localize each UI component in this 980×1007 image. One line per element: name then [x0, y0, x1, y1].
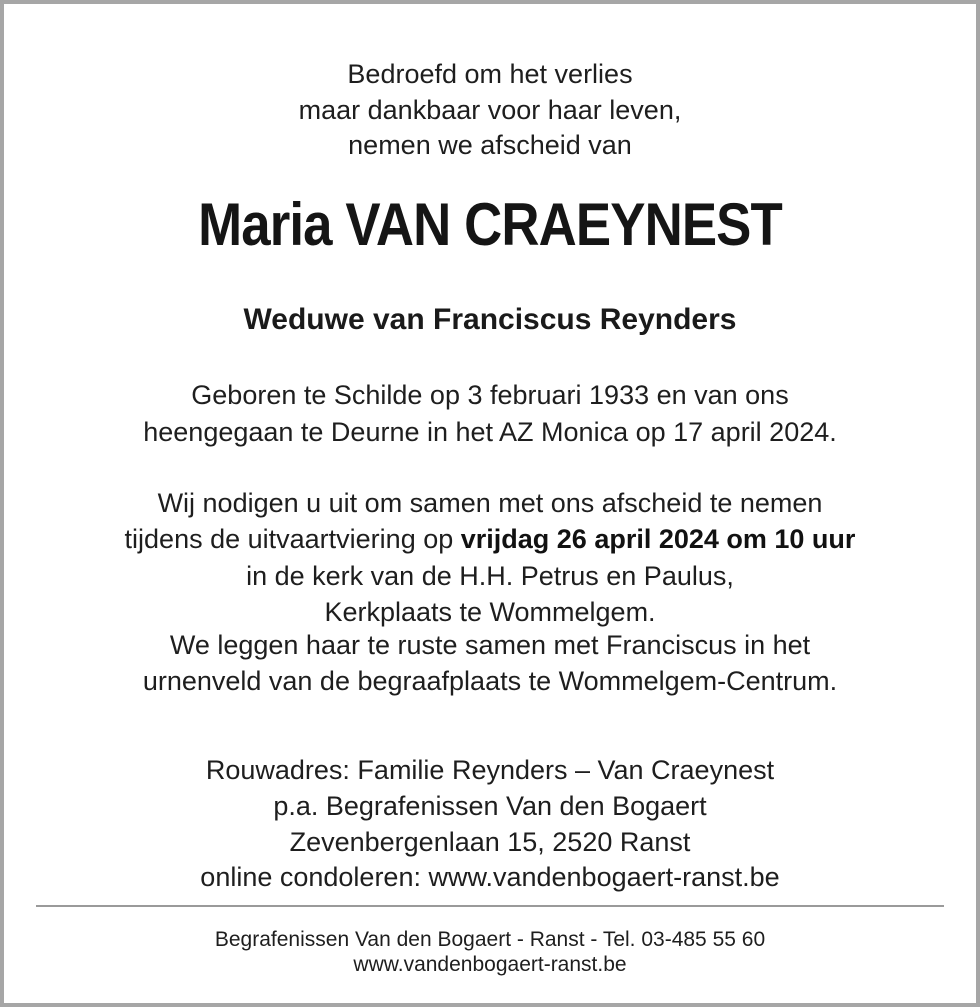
address-line-4: online condoleren: www.vandenbogaert-ranst.be: [200, 862, 780, 892]
address-line-1: Rouwadres: Familie Reynders – Van Craeynest: [205, 755, 775, 785]
ceremony-line-3: in de kerk van de H.H. Petrus en Paulus,: [246, 561, 734, 591]
ceremony-line-2-prefix: tijdens de uitvaartviering op: [124, 524, 461, 554]
intro-line-3: nemen we afscheid van: [348, 130, 632, 160]
subtitle-widow-of: Weduwe van Franciscus Reynders: [243, 303, 737, 336]
address-line-2: p.a. Begrafenissen Van den Bogaert: [273, 791, 707, 821]
footer-line-1: Begrafenissen Van den Bogaert - Ranst - Tel. 03-485 55 60: [214, 928, 766, 951]
ceremony-date-time: vrijdag 26 april 2024 om 10 uur: [460, 524, 856, 554]
birth-line-2: heengegaan te Deurne in het AZ Monica op 17 april 2024.: [143, 417, 837, 447]
footer-divider: [36, 905, 944, 907]
birth-line-1: Geboren te Schilde op 3 februari 1933 en van ons: [191, 380, 789, 410]
deceased-name: Maria VAN CRAEYNEST: [198, 191, 782, 258]
ceremony-line-6: urnenveld van de begraafplaats te Wommelgem-Centrum.: [142, 666, 838, 696]
ceremony-line-2: [4, 521, 976, 557]
intro-line-2: maar dankbaar voor haar leven,: [298, 95, 682, 125]
footer-line-2: www.vandenbogaert-ranst.be: [353, 953, 627, 976]
ceremony-line-4: Kerkplaats te Wommelgem.: [324, 597, 656, 627]
address-line-3: Zevenbergenlaan 15, 2520 Ranst: [289, 827, 691, 857]
ceremony-line-1: Wij nodigen u uit om samen met ons afscheid te nemen: [157, 488, 823, 518]
intro-line-1: Bedroefd om het verlies: [347, 59, 633, 89]
ceremony-line-5: We leggen haar te ruste samen met Franciscus in het: [169, 630, 811, 660]
